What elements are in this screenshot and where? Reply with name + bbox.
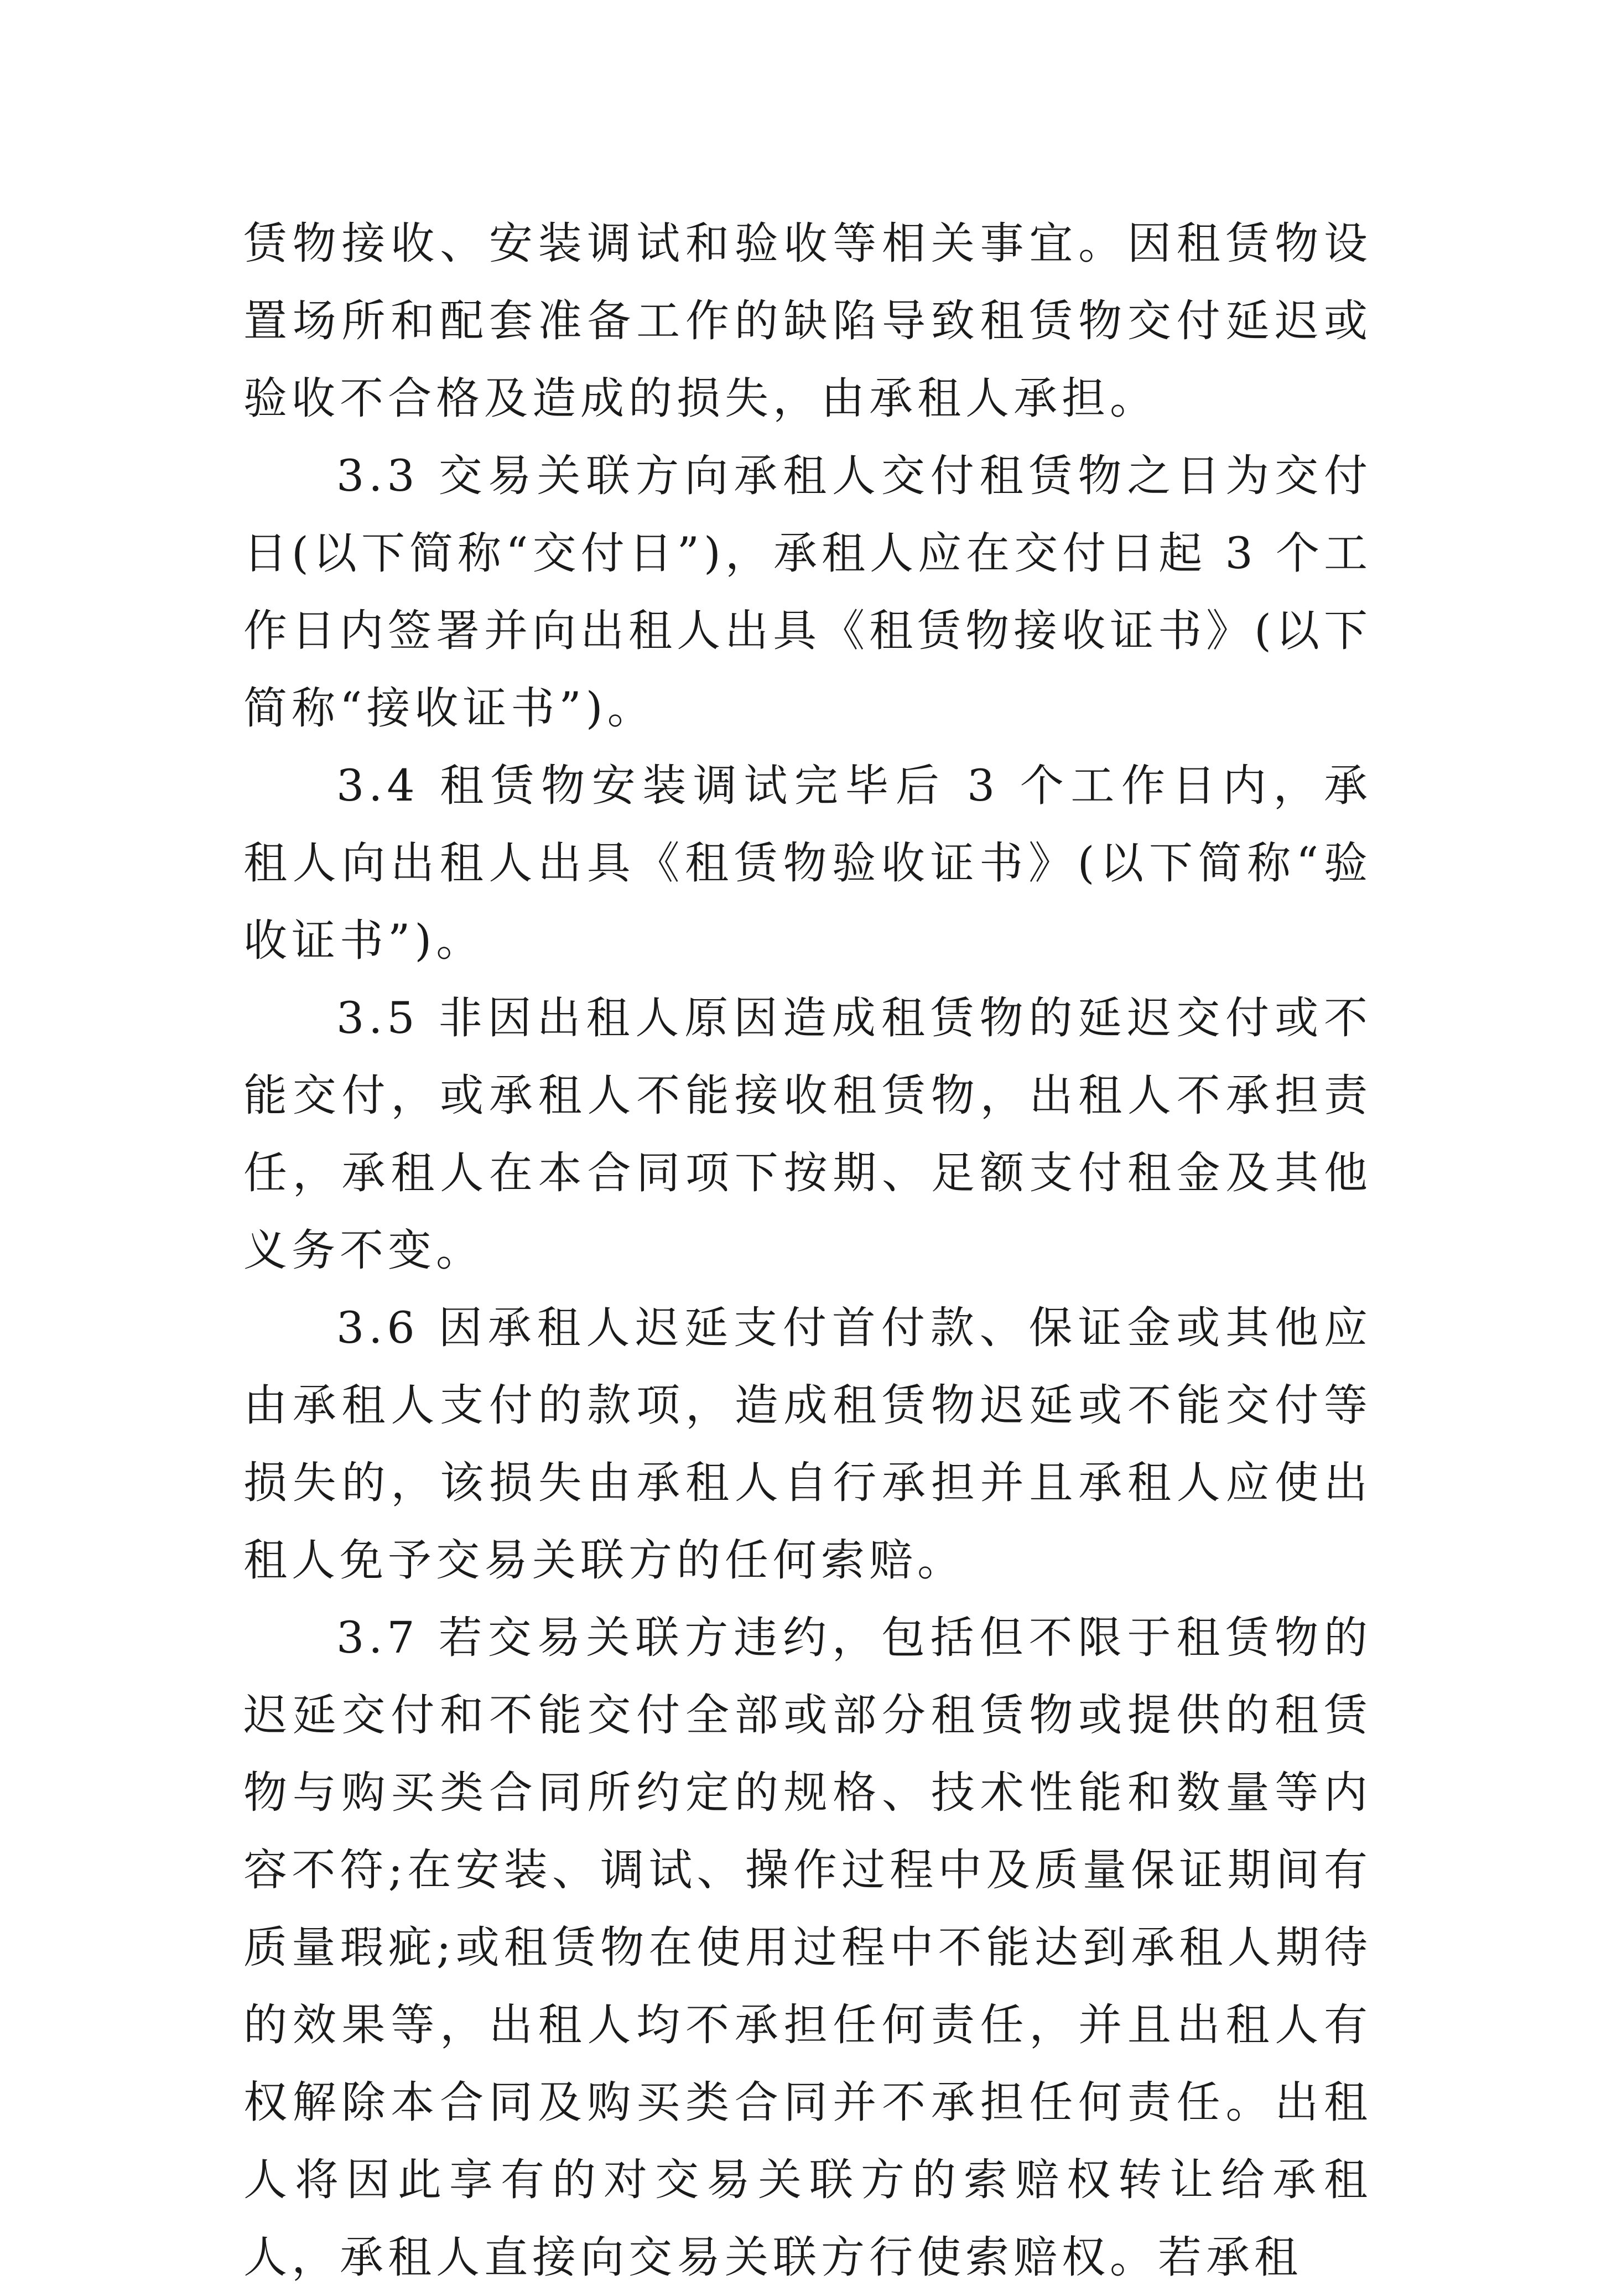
document-body — [243, 205, 1372, 2296]
paragraph-clause-3-5: 3.5 非因出租人原因造成租赁物的延迟交付或不能交付，或承租人不能接收租赁物，出租人不承担责任，承租人在本合同项下按期、足额支付租金及其他义务不变。 — [243, 993, 1372, 1276]
paragraph-clause-3-6: 3.6 因承租人迟延支付首付款、保证金或其他应由承租人支付的款项，造成租赁物迟延或不能交付等损失的，该损失由承租人自行承担并且承租人应使出租人免予交易关联方的任何索赔。 — [243, 1302, 1372, 1586]
paragraph-continuation: 赁物接收、安装调试和验收等相关事宜。因租赁物设置场所和配套准备工作的缺陷导致租赁物交付延迟或验收不合格及造成的损失，由承租人承担。 — [243, 218, 1372, 424]
paragraph-clause-3-3: 3.3 交易关联方向承租人交付租赁物之日为交付日(以下简称“交付日”)，承租人应在交付日起 3 个工作日内签署并向出租人出具《租赁物接收证书》(以下简称“接收证书”)。 — [243, 450, 1372, 734]
paragraph-clause-3-7: 3.7 若交易关联方违约，包括但不限于租赁物的迟延交付和不能交付全部或部分租赁物或提供的租赁物与购买类合同所约定的规格、技术性能和数量等内容不符;在安装、调试、操作过程中及质量保证期间有质量瑕疵;或租赁物在使用过程中不能达到承租人期待的效果等，出租人均不承担任何责任，并且出租人有权解除本合同及购买类合同并不承担任何责任。出租人将因此享有的对交易关联方的索赔权转让给承租人，承租人直接向交易关联方行使索赔权。若承租 — [243, 1612, 1372, 2283]
paragraph-clause-3-4: 3.4 租赁物安装调试完毕后 3 个工作日内，承租人向出租人出具《租赁物验收证书》(以下简称“验收证书”)。 — [243, 760, 1372, 966]
